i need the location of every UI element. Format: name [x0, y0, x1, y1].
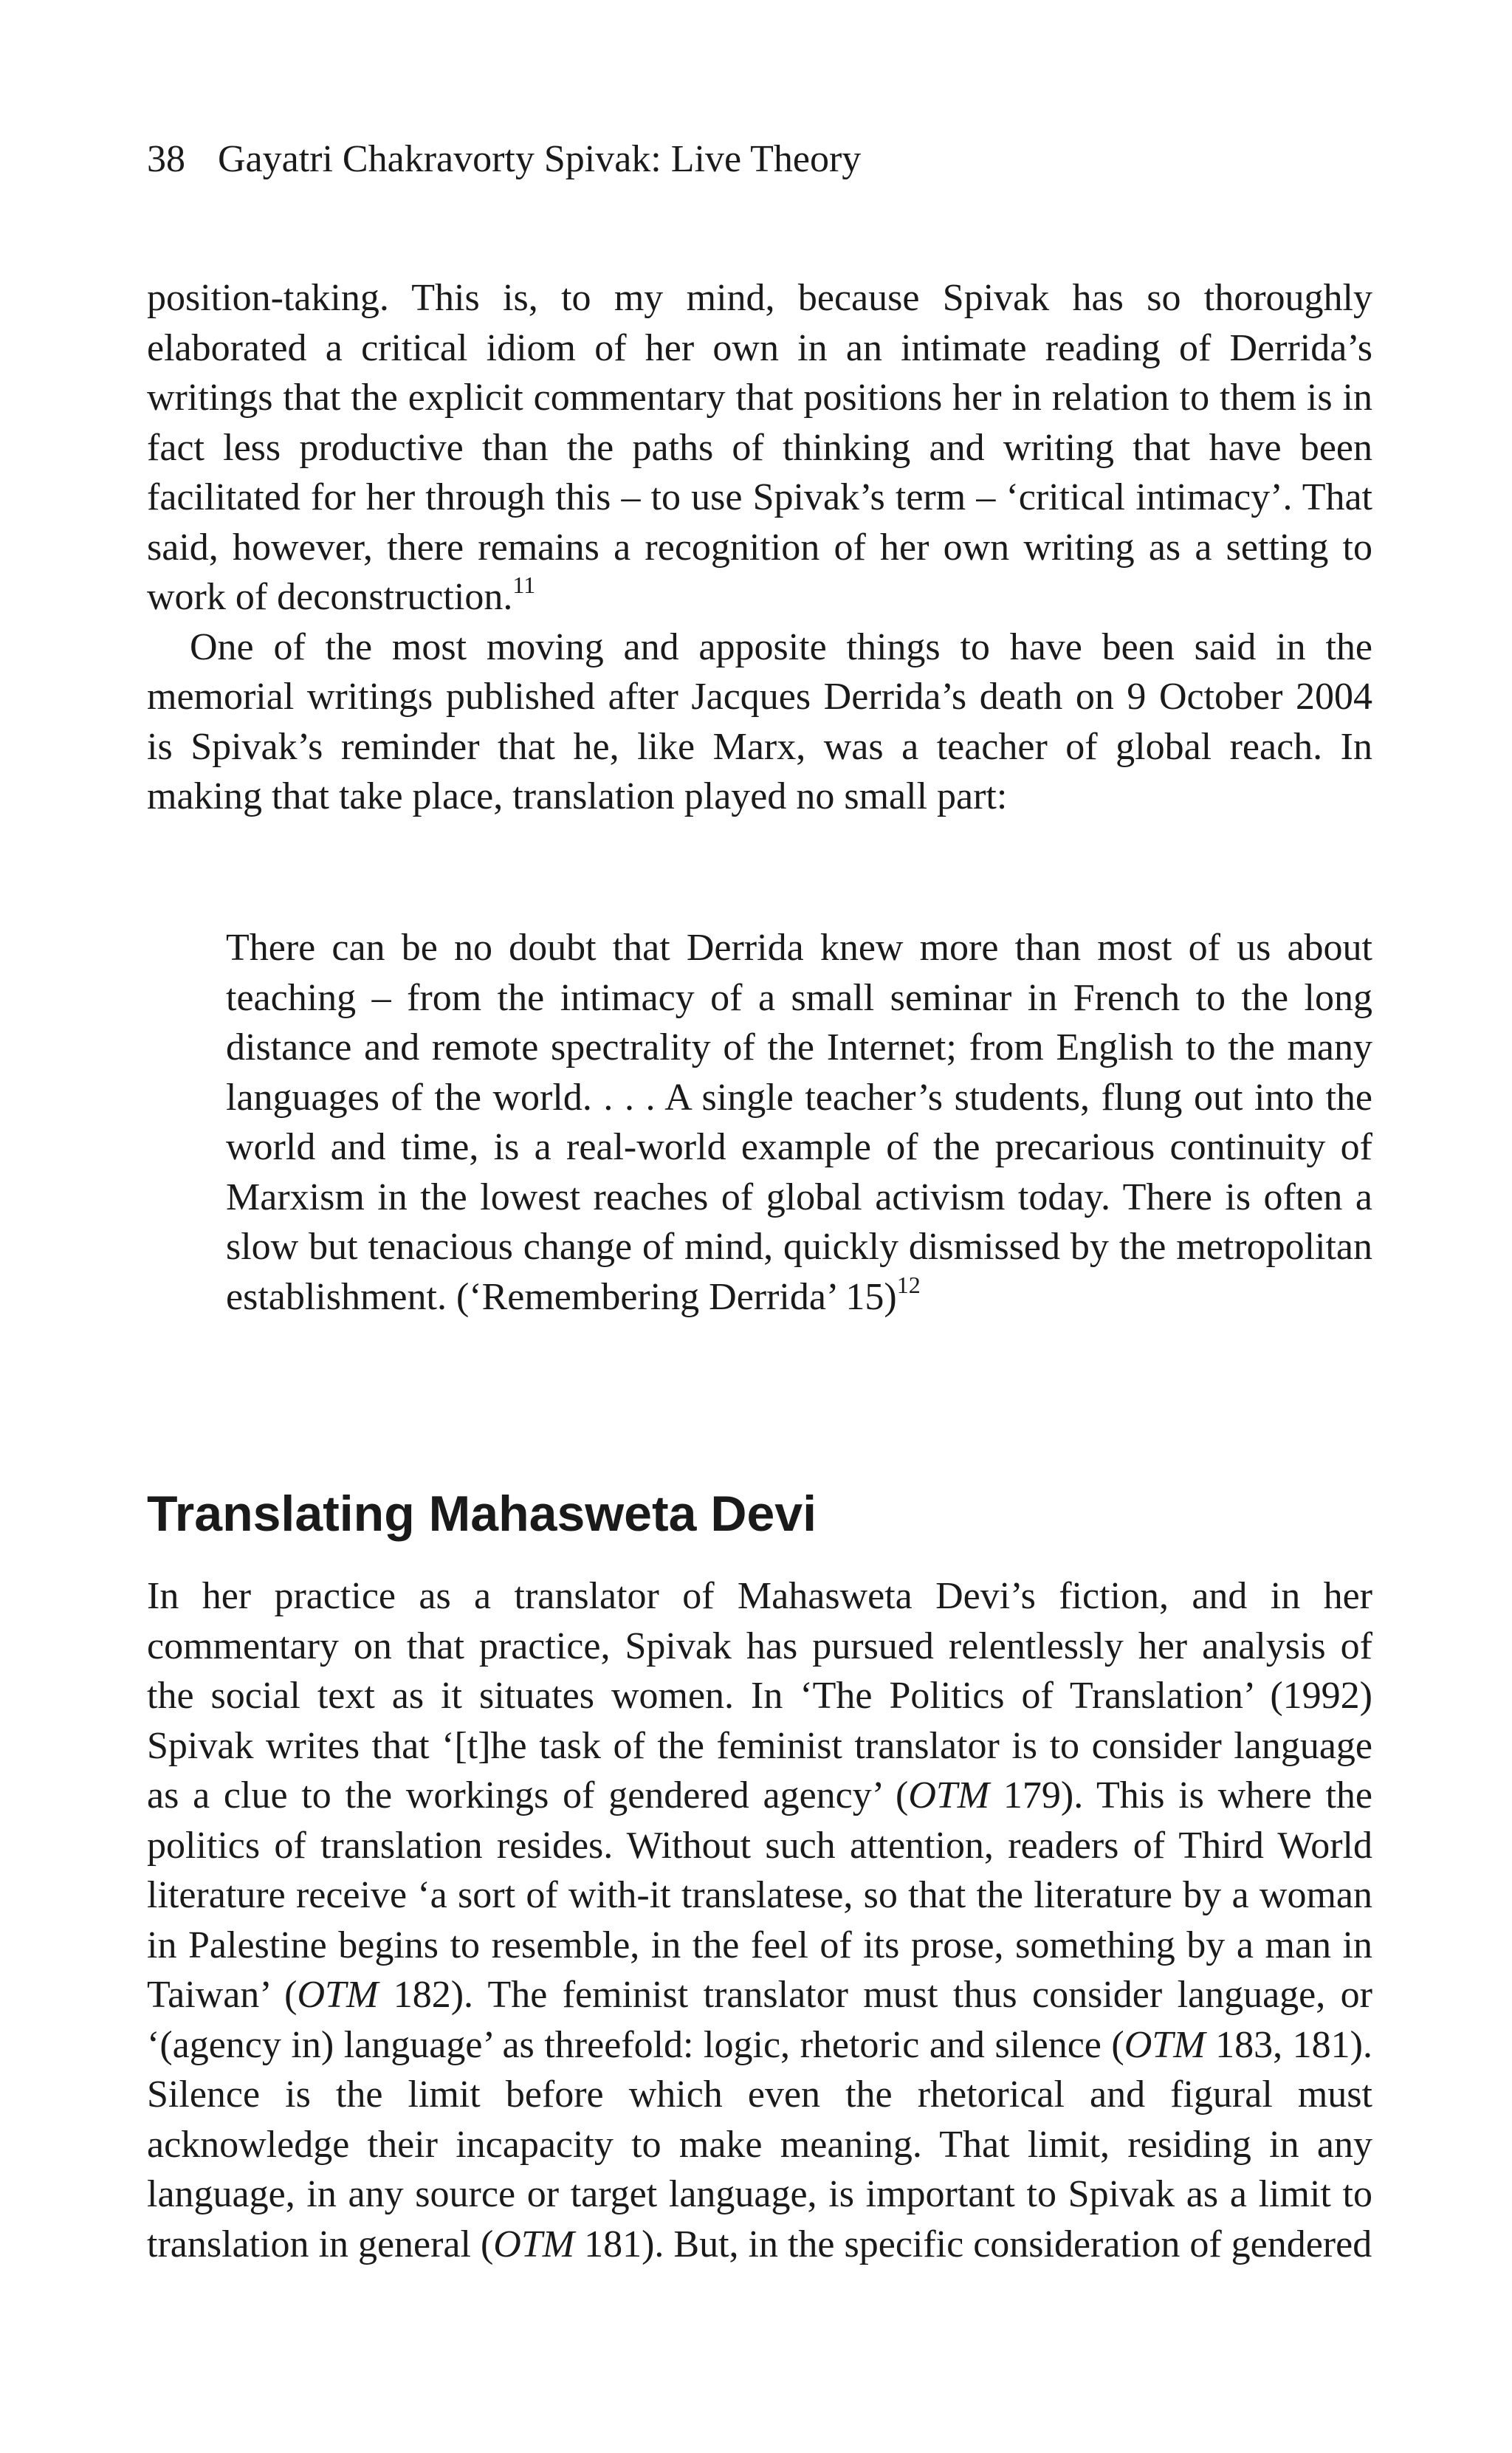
- paragraph-text: 182). The feminist translator must thus consider language, or ‘(agency in) language’ as threefold: logic, rhetoric and silence (: [147, 1974, 1372, 2066]
- paragraph-text: In her practice as a translator of Mahasweta Devi’s fiction, and in her commentary on that practice, Spivak has pursued relentlessly her analysis of the social text as it situates women. In ‘The Politics of Translation’ (1992) Spivak writes that ‘[t]he task of the feminist translator is to consider language as a clue to the workings of gendered agency’ (: [147, 1575, 1372, 1816]
- citation-abbreviation: OTM: [297, 1974, 379, 2016]
- paragraph-text: 179). This is where the politics of translation resides. Without such attention, readers of Third World literature receive ‘a sort of with-it translatese, so that the literature by a woman in Palestine begins to resemble, in the feel of its prose, something by a man in Taiwan’ (: [147, 1774, 1372, 2016]
- citation-abbreviation: OTM: [493, 2223, 575, 2265]
- citation-abbreviation: OTM: [1124, 2023, 1206, 2066]
- block-quote-paragraph: [226, 923, 1372, 1322]
- body-text-bottom: [147, 1571, 1372, 2269]
- block-quote-text: There can be no doubt that Derrida knew more than most of us about teaching – from the intimacy of a small seminar in French to the long distance and remote spectrality of the Internet; from English to the many languages of the world. . . . A single teacher’s students, flung out into the world and time, is a real-world example of the precarious continuity of Marxism in the lowest reaches of global activism today. There is often a slow but tenacious change of mind, quickly dismissed by the metropolitan establishment. (‘Remembering Derrida’ 15): [226, 927, 1372, 1318]
- running-head: [147, 137, 861, 182]
- block-quote: [226, 923, 1372, 1322]
- paragraph: [147, 622, 1372, 822]
- page-number: 38: [147, 138, 185, 180]
- running-head-title: Gayatri Chakravorty Spivak: Live Theory: [218, 138, 862, 180]
- footnote-marker: 12: [896, 1271, 921, 1298]
- footnote-marker: 11: [512, 572, 536, 598]
- paragraph-text: One of the most moving and apposite things to have been said in the memorial writings published after Jacques Derrida’s death on 9 October 2004 is Spivak’s reminder that he, like Marx, was a teacher of global reach. In making that take place, translation played no small part:: [147, 625, 1372, 817]
- paragraph-text: 181). But, in the specific consideration of gendered: [574, 2223, 1372, 2265]
- citation-abbreviation: OTM: [908, 1774, 990, 1816]
- paragraph: [147, 1571, 1372, 2269]
- body-text-top: [147, 273, 1372, 822]
- paragraph-text: position-taking. This is, to my mind, because Spivak has so thoroughly elaborated a critical idiom of her own in an intimate reading of Derrida’s writings that the explicit commentary that positions her in relation to them is in fact less productive than the paths of thinking and writing that have been facilitated for her through this – to use Spivak’s term – ‘critical intimacy’. That said, however, there remains a recognition of her own writing as a setting to work of deconstruction.: [147, 277, 1372, 618]
- section-heading: Translating Mahasweta Devi: [147, 1486, 817, 1542]
- paragraph: [147, 273, 1372, 622]
- paragraph-text: 183, 181). Silence is the limit before which even the rhetorical and figural must acknowledge their incapacity to make meaning. That limit, residing in any language, in any source or target language, is important to Spivak as a limit to translation in general (: [147, 2023, 1372, 2265]
